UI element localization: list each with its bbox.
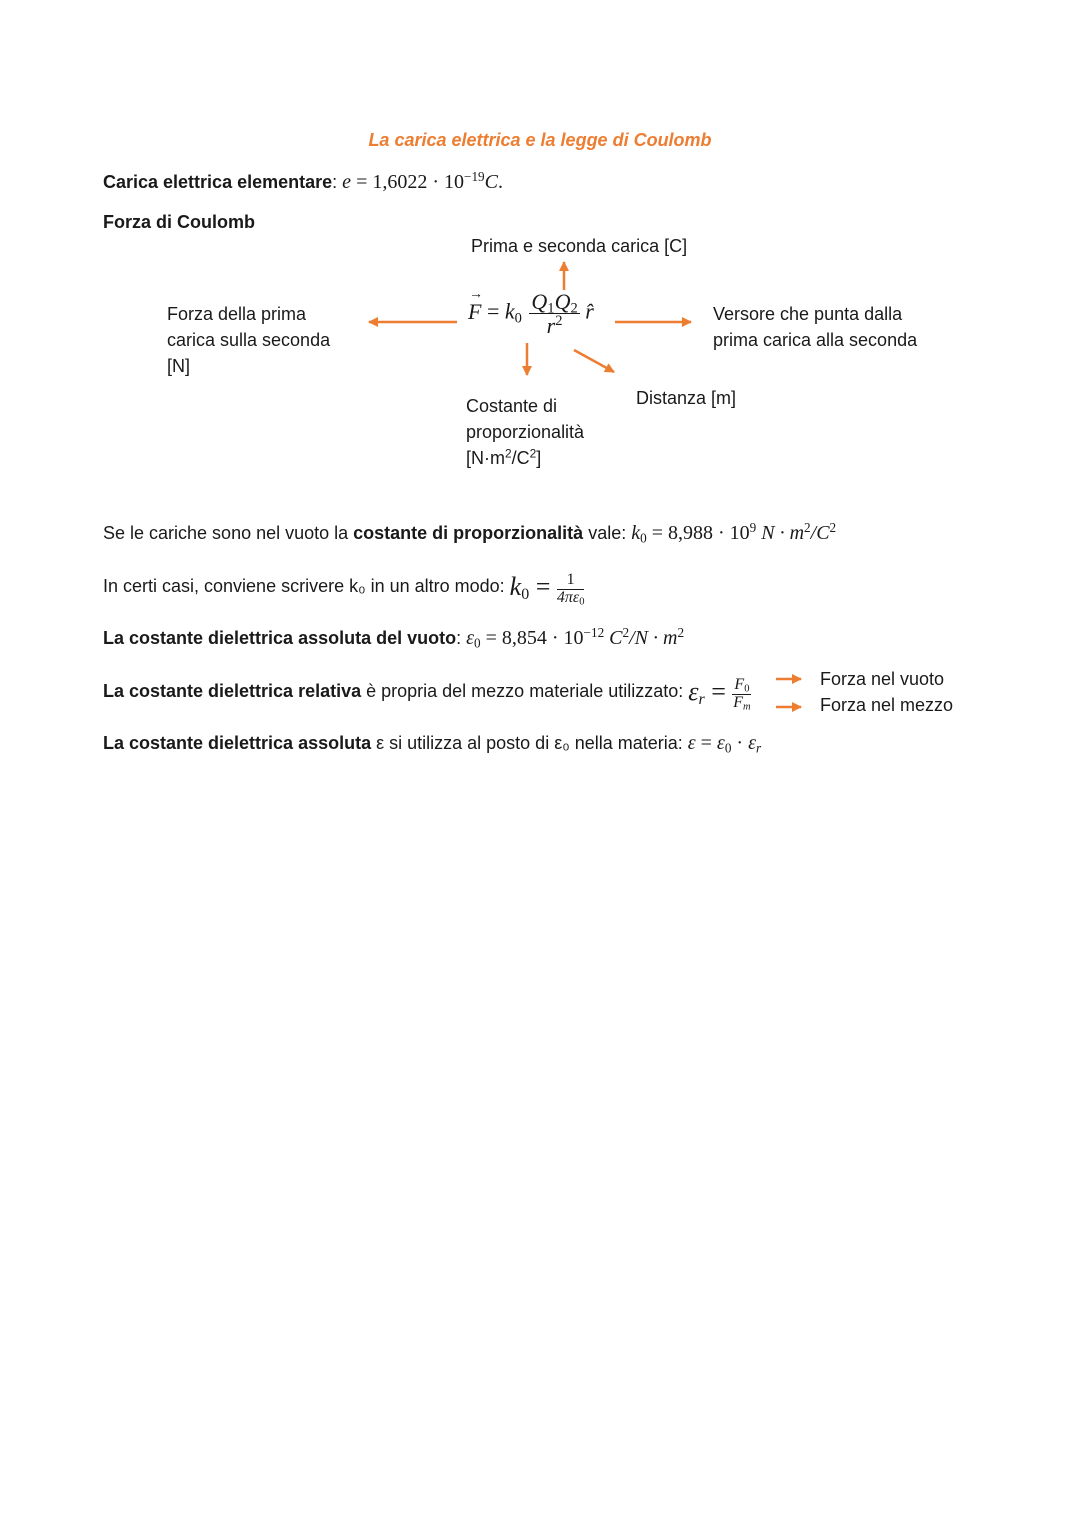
relative-fraction: $\frac{F_0}{F_m}$ [733,675,751,713]
constant-unit-exp2: 2 [529,446,537,461]
absolute-vacuum-formula: $\varepsilon_0 = 8,854 \cdot 10^{-12}$ $C^2/N \cdot m^2$ [466,624,685,651]
alt-form-text: In certi casi, conviene scrivere k₀ in un altro modo: [103,576,510,596]
versor-label: Versore che punta dalla prima carica alla seconda [713,304,918,350]
relative-formula: $\varepsilon_r$ = $\frac{F_0}{F_m}$ [688,675,751,713]
vacuum-text-post: vale: [583,523,632,543]
absolute-text-post: ε si utilizza al posto di ε₀ nella materia: [371,733,688,753]
medium-force-label: Forza nel mezzo [820,695,954,715]
unit-vector: r̂ [585,298,594,324]
absolute-formula: $\varepsilon = \varepsilon_0 \cdot \varepsilon_r$ [687,732,762,756]
alt-form-fraction: $\frac{1}{4\pi\varepsilon_0}$ [556,570,585,608]
equals-sign: = [356,171,368,193]
symbol-e: e [342,171,352,193]
charge-unit: C [484,171,498,193]
fraction-denominator: $r^2$ [546,313,563,339]
charges-fraction [529,290,579,337]
charges-label: Prima e seconda carica [C] [471,236,688,256]
force-label: Forza della prima carica sulla seconda [N] [167,304,331,376]
k-subscript: 0 [514,310,522,327]
vacuum-constant-line [103,519,837,546]
relative-bold: La costante dielettrica relativa [103,681,362,701]
constant-unit-exp1: 2 [505,446,512,461]
separator: : [332,172,338,192]
vacuum-formula: $k_0 = 8,988 \cdot 10^9$ $N \cdot m^2/C^2$ [631,519,837,546]
elementary-charge-formula [342,168,503,193]
constant-unit-nm: [N·m [466,448,505,468]
constant-unit-c: /C [511,448,530,468]
absolute-vacuum-line: La costante dielettrica assoluta del vuoto: $\varepsilon_0 = 8,854 \cdot 10^{-12}$ $C^2/N \cdot m^2$ [103,624,685,651]
constant-unit-close: ] [536,448,542,468]
absolute-vacuum-bold: La costante dielettrica assoluta del vuoto [103,628,457,648]
arrow-to-distance [574,350,614,372]
constant-label-line3 [466,445,626,471]
coulomb-heading-text: Forza di Coulomb [103,212,255,232]
elementary-charge-label: Carica elettrica elementare [103,172,333,192]
charge-exponent: −19 [464,168,485,184]
period: . [497,171,503,193]
relative-line [103,664,751,719]
vacuum-text-pre: Se le cariche sono nel vuoto la [103,523,354,543]
vector-arrow: → [469,286,483,302]
constant-label [466,393,626,471]
alt-form-line [103,562,584,611]
charge-value: 1,6022 · 10 [372,171,465,193]
force-symbol: F [468,298,482,324]
absolute-line [103,732,761,755]
coulomb-heading [103,212,255,233]
force-vector [468,286,483,325]
constant-label-line2: proporzionalità [466,422,585,442]
vacuum-force-label: Forza nel vuoto [820,669,945,689]
constant-label-line1: Costante di [466,396,558,416]
relative-text-post: è propria del mezzo materiale utilizzato: [361,681,689,701]
alt-form-formula: $k_0$ = $\frac{1}{4\pi\varepsilon_0}$ [509,570,585,608]
elementary-charge-line [103,168,503,194]
coulomb-formula [468,286,594,339]
page-title: La carica elettrica e la legge di Coulomb [368,130,712,150]
fraction-numerator: $Q_1Q_2$ [531,289,578,317]
k-symbol: k [504,298,515,324]
equals-sign: = [486,298,500,324]
distance-label: Distanza [m] [636,388,737,408]
vacuum-text-bold: costante di proporzionalità [353,523,584,543]
absolute-bold: La costante dielettrica assoluta [103,733,372,753]
